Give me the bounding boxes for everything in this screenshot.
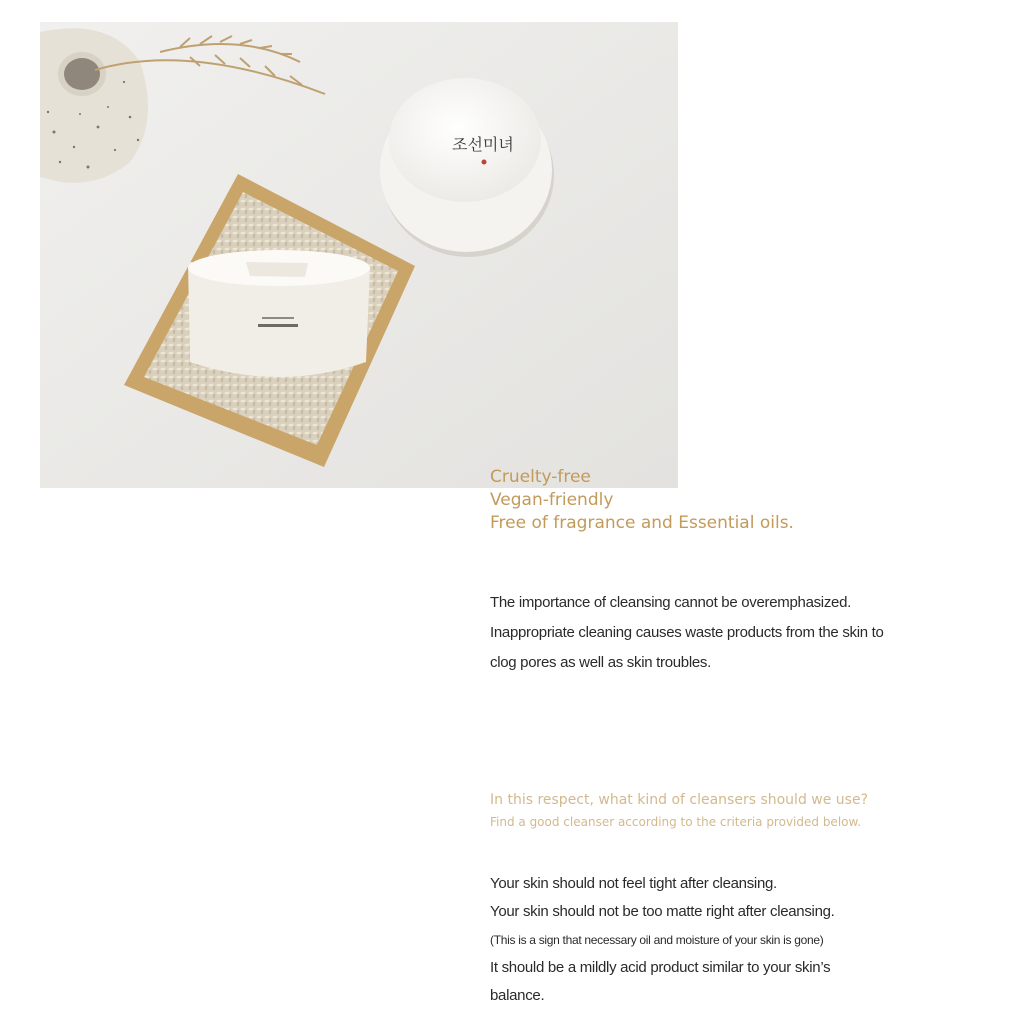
feature-fragrance-free: Free of fragrance and Essential oils. xyxy=(490,513,794,533)
intro-line: The importance of cleansing cannot be overemphasized. xyxy=(490,594,851,611)
intro-paragraph xyxy=(490,588,990,678)
question-subtitle: Find a good cleanser according to the criteria provided below. xyxy=(490,815,862,829)
cleansing-balm-jar xyxy=(188,250,370,377)
intro-line: clog pores as well as skin troubles. xyxy=(490,654,711,671)
question-block xyxy=(490,788,990,832)
intro-line: Inappropriate cleaning causes waste products from the skin to xyxy=(490,624,884,641)
feature-cruelty-free: Cruelty-free xyxy=(490,467,591,487)
criteria-note: (This is a sign that necessary oil and moisture of your skin is gone) xyxy=(490,933,824,947)
question-title: In this respect, what kind of cleansers should we use? xyxy=(490,792,868,808)
product-photo xyxy=(40,22,678,488)
criteria-item: It should be a mildly acid product similar to your skin’s xyxy=(490,959,831,976)
feature-vegan-friendly: Vegan-friendly xyxy=(490,490,614,510)
criteria-item: Your skin should not feel tight after cleansing. xyxy=(490,875,777,892)
criteria-item: balance. xyxy=(490,987,545,1004)
svg-text:조선미녀: 조선미녀 xyxy=(452,135,514,154)
criteria-list xyxy=(490,870,990,1010)
feature-list xyxy=(490,466,970,535)
criteria-item: Your skin should not be too matte right after cleansing. xyxy=(490,903,835,920)
